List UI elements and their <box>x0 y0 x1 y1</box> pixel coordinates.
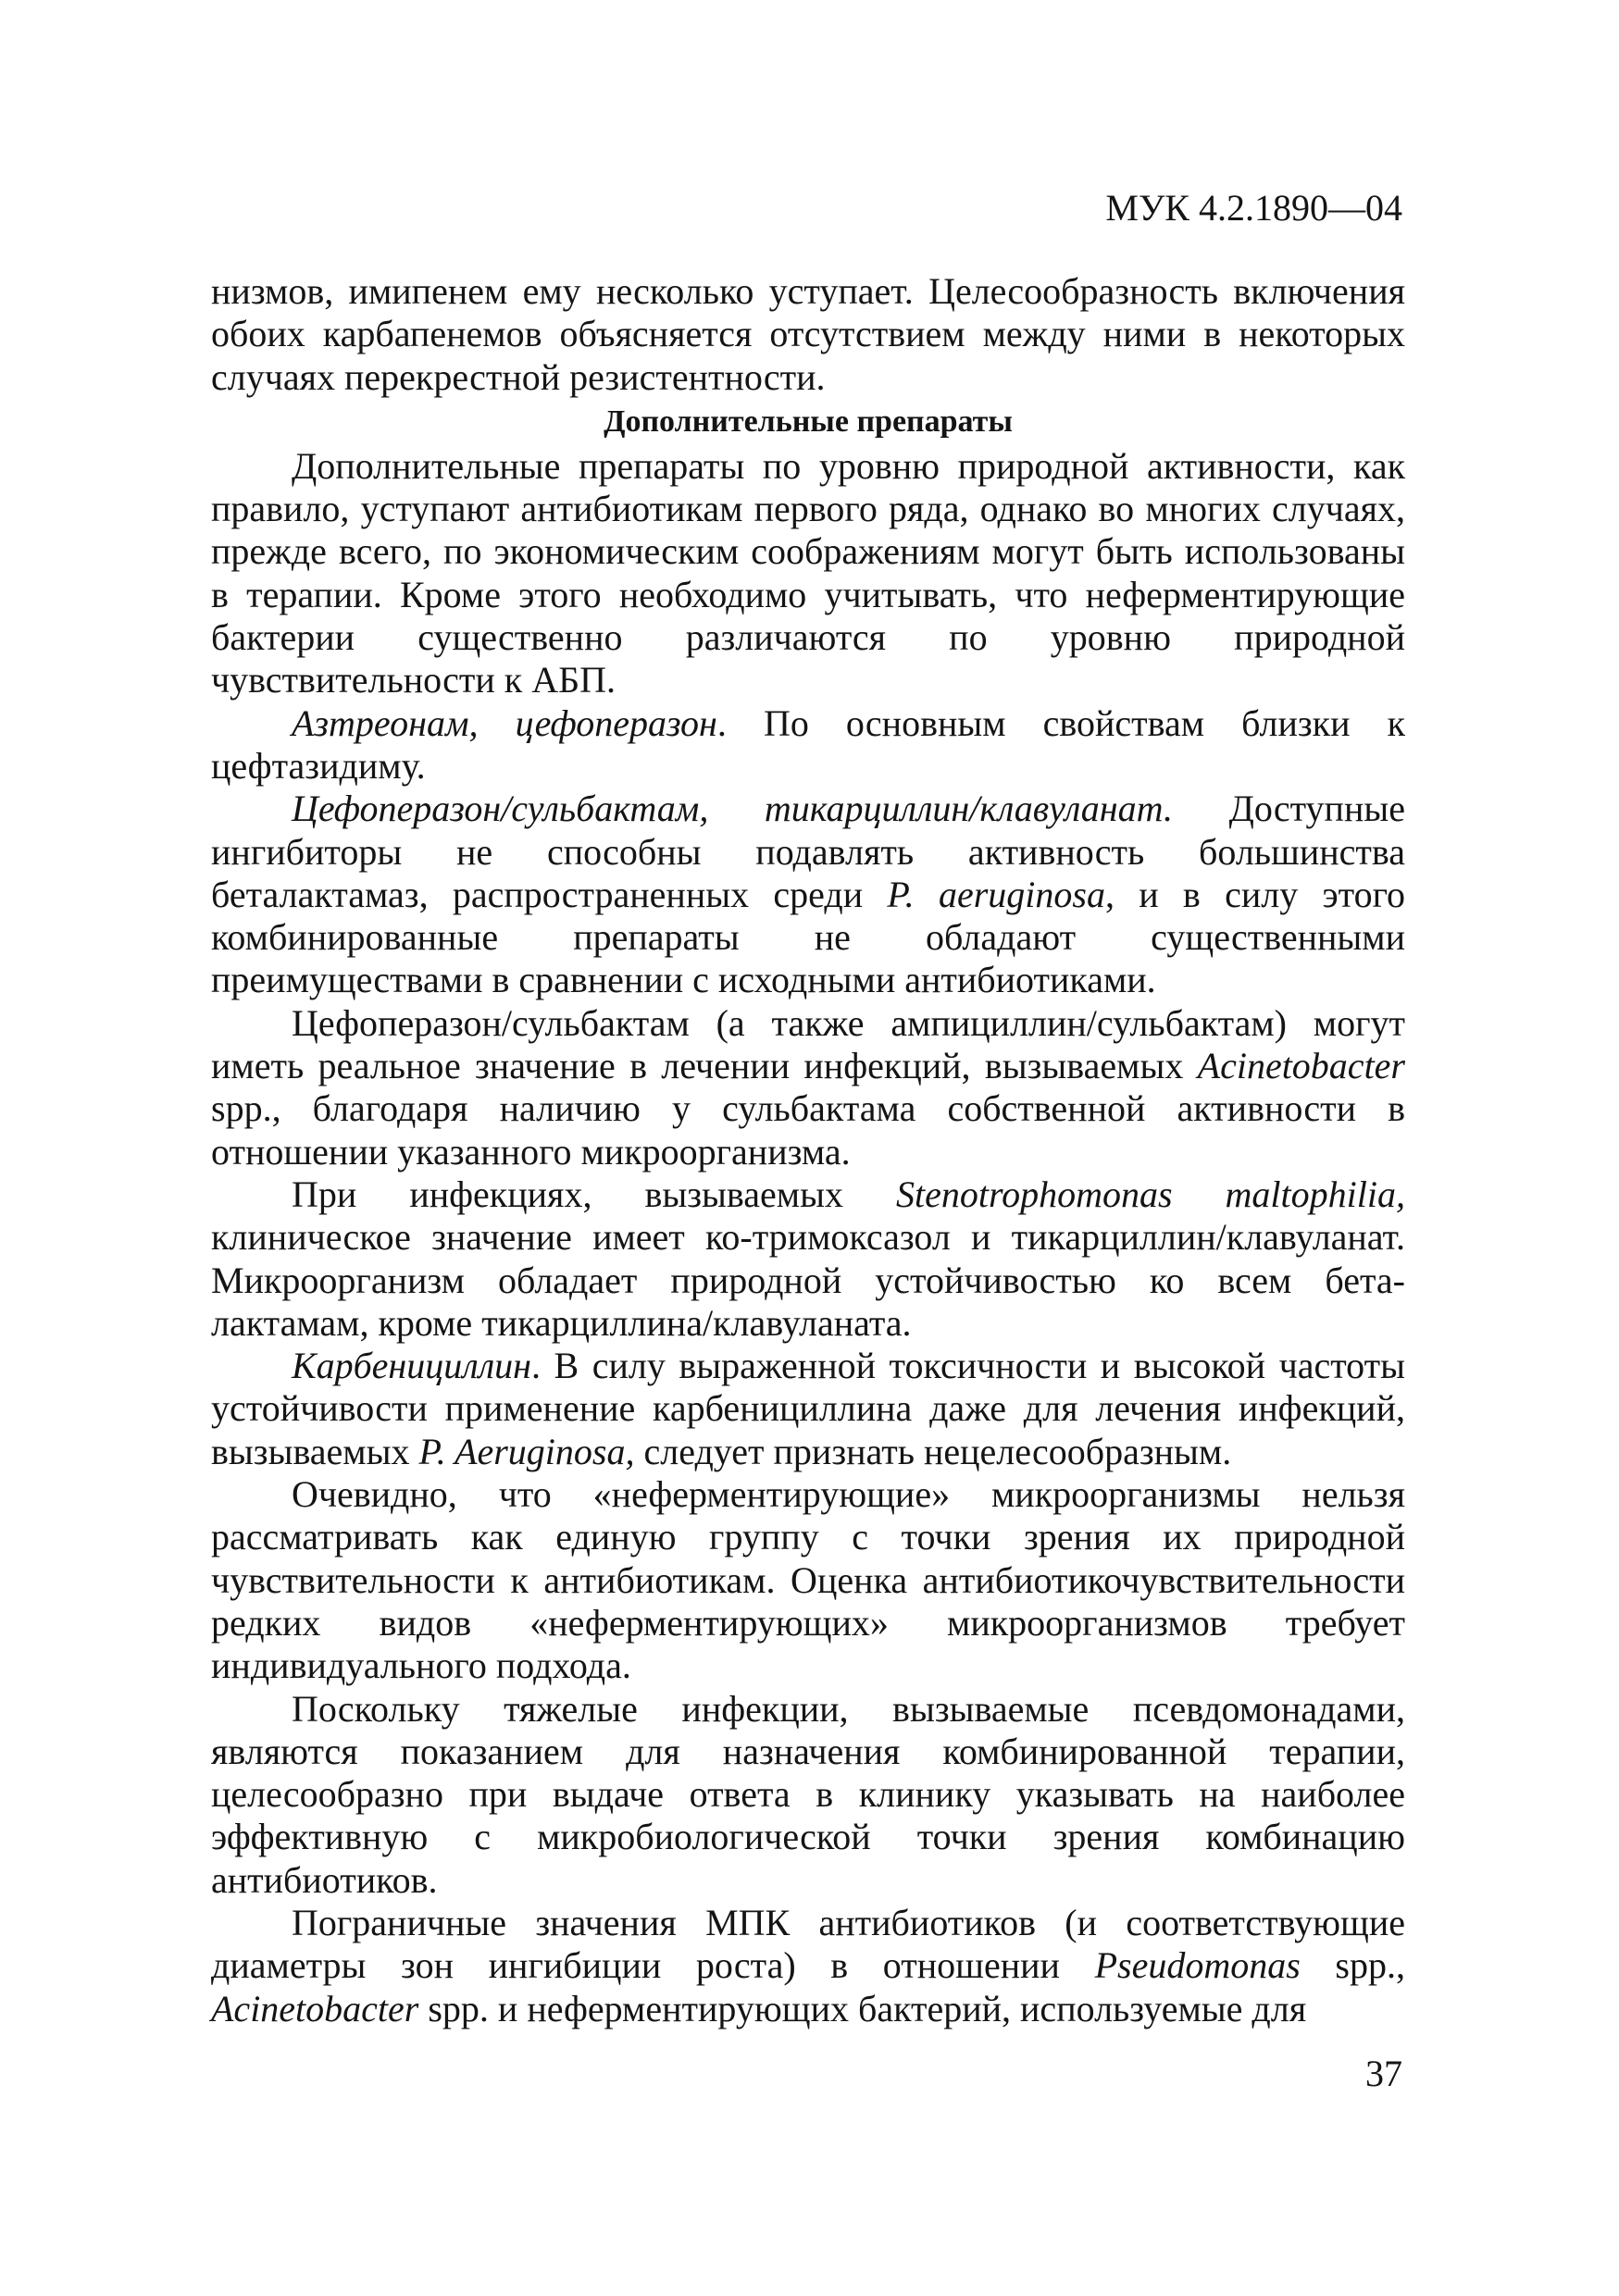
organism-name-italic: P. aeruginosa <box>887 873 1105 915</box>
paragraph-text: . В силу выраженной токсичности и высокой частоты устойчивости применение карбенициллина даже для лечения инфекций, вызываемых <box>211 1345 1405 1472</box>
drug-name-italic: Азтреонам, цефоперазон <box>292 701 717 744</box>
paragraph-text: При инфекциях, вызываемых <box>292 1173 896 1215</box>
paragraph-text: spp., <box>1300 1944 1405 1987</box>
organism-name-italic: Stenotrophomonas maltophilia, <box>896 1173 1405 1215</box>
drug-name-italic: Карбенициллин <box>292 1345 532 1387</box>
paragraph-text: spp. и неферментирующих бактерий, используемые для <box>418 1987 1307 2029</box>
paragraph-continuation <box>211 270 1405 399</box>
paragraph-nonfermenting <box>211 1473 1405 1687</box>
paragraph-aztreonam <box>211 702 1405 788</box>
page-number: 37 <box>1365 2053 1402 2094</box>
paragraph-text: . По основным свойствам близки к цефтазидиму. <box>211 701 1405 787</box>
body-text <box>211 270 1405 2030</box>
running-header: МУК 4.2.1890—04 <box>1105 187 1402 229</box>
paragraph-acinetobacter <box>211 1002 1405 1173</box>
paragraph-text: spp., благодаря наличию у сульбактама собственной активности в отношении указанного микроорганизма. <box>211 1087 1405 1173</box>
paragraph-breakpoints <box>211 1902 1405 2030</box>
paragraph-text: низмов, имипенем ему несколько уступает. Целесообразность включения обоих карбапенемов объясняется отсутствием между ними в некоторых случаях перекрестной резистентности. <box>211 270 1405 398</box>
section-title: Дополнительные препараты <box>604 403 1013 439</box>
organism-name-italic: P. Aeruginosa, <box>418 1430 635 1472</box>
paragraph-stenotrophomonas <box>211 1173 1405 1345</box>
drug-name-italic: Цефоперазон/сульбактам, тикарциллин/клавуланат. <box>292 788 1173 830</box>
paragraph-text: Дополнительные препараты по уровню природной активности, как правило, уступают антибиотикам первого ряда, однако во многих случаях, прежде всего, по экономическим соображениям могут быть использованы в терапии. Кроме этого необходимо учитывать, что неферментирующие бактерии существенно различаются по уровню природной чувствительности к АБП. <box>211 444 1405 701</box>
paragraph-text: клиническое значение имеет ко-тримоксазол и тикарциллин/клавуланат. Микроорганизм обладает природной устойчивостью ко всем бета-лактамам, кроме тикарциллина/клавуланата. <box>211 1216 1405 1344</box>
paragraph-text: Очевидно, что «неферментирующие» микроорганизмы нельзя рассматривать как единую группу с точки зрения их природной чувствительности к антибиотикам. Оценка антибиотикочувствительности редких видов «неферментирующих» микроорганизмов требует индивидуального подхода. <box>211 1473 1405 1687</box>
organism-name-italic: Acinetobacter <box>1197 1045 1405 1087</box>
paragraph-carbenicillin <box>211 1345 1405 1473</box>
paragraph-text: Цефоперазон/сульбактам (а также ампициллин/сульбактам) могут иметь реальное значение в лечении инфекций, вызываемых <box>211 1001 1405 1087</box>
paragraph-cefoperazone-sulbactam <box>211 788 1405 1001</box>
paragraph-text: Пограничные значения МПК антибиотиков (и соответствующие диаметры зон ингибиции роста) в отношении <box>211 1901 1405 1987</box>
paragraph-combination-therapy <box>211 1688 1405 1902</box>
organism-name-italic: Pseudomonas <box>1094 1944 1301 1987</box>
paragraph-text: , и в силу этого комбинированные препараты не обладают существенными преимуществами в сравнении с исходными антибиотиками. <box>211 873 1405 1001</box>
paragraph-additional-drugs <box>211 445 1405 702</box>
paragraph-text: следует признать нецелесообразным. <box>634 1430 1232 1472</box>
paragraph-text: Доступные ингибиторы не способны подавлять активность большинства беталактамаз, распространенных среди <box>211 788 1405 915</box>
paragraph-text: Поскольку тяжелые инфекции, вызываемые псевдомонадами, являются показанием для назначения комбинированной терапии, целесообразно при выдаче ответа в клинику указывать на наиболее эффективную с микробиологической точки зрения комбинацию антибиотиков. <box>211 1687 1405 1901</box>
organism-name-italic: Acinetobacter <box>211 1987 419 2029</box>
